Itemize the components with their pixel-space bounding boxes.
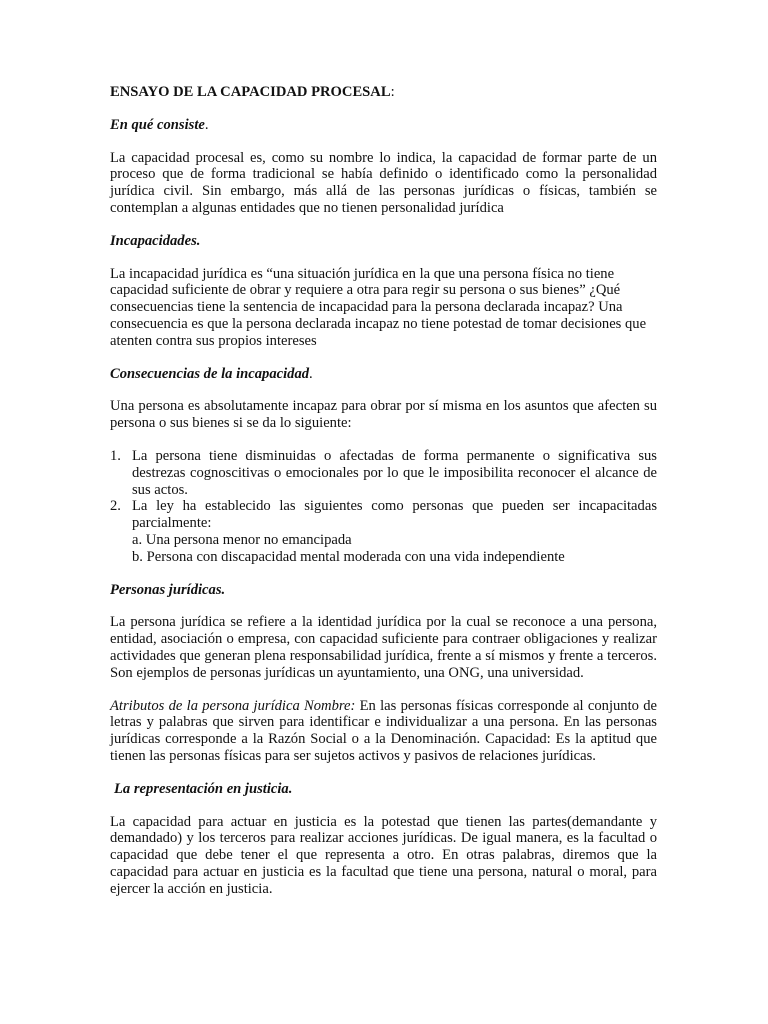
section-heading-representacion: La representación en justicia. <box>114 780 293 797</box>
paragraph-personas: La persona jurídica se refiere a la identidad jurídica por la cual se reconoce a una persona, entidad, asociación o empresa, con capacidad suficiente para contraer obligaciones y realizar actividades que generan plena responsabilidad jurídica, frente a sí mismos y frente a terceros. Son ejemplos de personas jurídicas un ayuntamiento, una ONG, una universidad. <box>110 614 657 681</box>
paragraph-consiste: La capacidad procesal es, como su nombre lo indica, la capacidad de formar parte de un proceso que de forma tradicional se había definido o identificado como la personalidad jurídica civil. Sin embargo, más allá de las personas jurídicas o físicas, también se contemplan a algunas entidades que no tienen personalidad jurídica <box>110 149 657 216</box>
document-page <box>110 84 657 913</box>
paragraph-incapacidades: La incapacidad jurídica es “una situación jurídica en la que una persona física no tiene capacidad suficiente de obrar y requiere a otra para regir su persona o sus bienes” ¿Qué consecuencias tiene la sentencia de incapacidad para la persona declarada incapaz? Una consecuencia es que la persona declarada incapaz no tiene potestad de tomar decisiones que atenten contra sus propios intereses <box>110 265 647 349</box>
paragraph-atributos <box>110 698 657 765</box>
list-item-text: La ley ha establecido las siguientes como personas que pueden ser incapacitadas parcialmente: <box>132 498 657 532</box>
list-item <box>110 448 657 498</box>
section-heading-incapacidades: Incapacidades. <box>110 232 201 249</box>
list-item-number: 2. <box>110 498 121 515</box>
document-title-text: ENSAYO DE LA CAPACIDAD PROCESAL <box>110 84 391 100</box>
paragraph-consecuencias: Una persona es absolutamente incapaz para obrar por sí misma en los asuntos que afecten su persona o sus bienes si se da lo siguiente: <box>110 398 657 432</box>
list-item-text: La persona tiene disminuidas o afectadas de forma permanente o significativa sus destrezas cognoscitivas o emocionales por lo que le imposibilita reconocer el alcance de sus actos. <box>132 447 657 498</box>
section-heading-consecuencias <box>110 366 657 383</box>
atributos-lead: Atributos de la persona jurídica Nombre: <box>110 697 356 714</box>
section-heading-consiste-period: . <box>204 116 209 133</box>
section-heading-consecuencias-period: . <box>309 365 313 382</box>
document-title <box>110 84 657 101</box>
paragraph-representacion: La capacidad para actuar en justicia es la potestad que tienen las partes(demandante y demandado) y los terceros para realizar acciones jurídicas. De igual manera, es la facultad o capacidad que debe tener el que representa a otro. En otras palabras, diremos que la capacidad para actuar en justicia es la facultad que tiene una persona, natural o moral, para ejercer la acción en justicia. <box>110 813 657 897</box>
document-title-colon: : <box>390 84 395 100</box>
list-item <box>110 498 657 565</box>
section-heading-consiste <box>110 117 657 134</box>
section-heading-consiste-text: En qué consiste <box>110 116 205 133</box>
list-subitem-a: a. Una persona menor no emancipada <box>132 531 352 548</box>
list-item-number: 1. <box>110 447 121 464</box>
list-subitem-b: b. Persona con discapacidad mental moderada con una vida independiente <box>132 548 565 565</box>
atributos-text: En las personas físicas corresponde al conjunto de letras y palabras que sirven para identificar e individualizar a una persona. En las personas jurídicas corresponde a la Razón Social o a la Denominación. Capacidad: Es la aptitud que tienen las personas físicas para ser sujetos activos y pasivos de relaciones jurídicas. <box>110 697 657 764</box>
consecuencias-list <box>110 448 657 566</box>
section-heading-consecuencias-text: Consecuencias de la incapacidad <box>110 365 310 382</box>
section-heading-personas: Personas jurídicas. <box>110 581 226 598</box>
